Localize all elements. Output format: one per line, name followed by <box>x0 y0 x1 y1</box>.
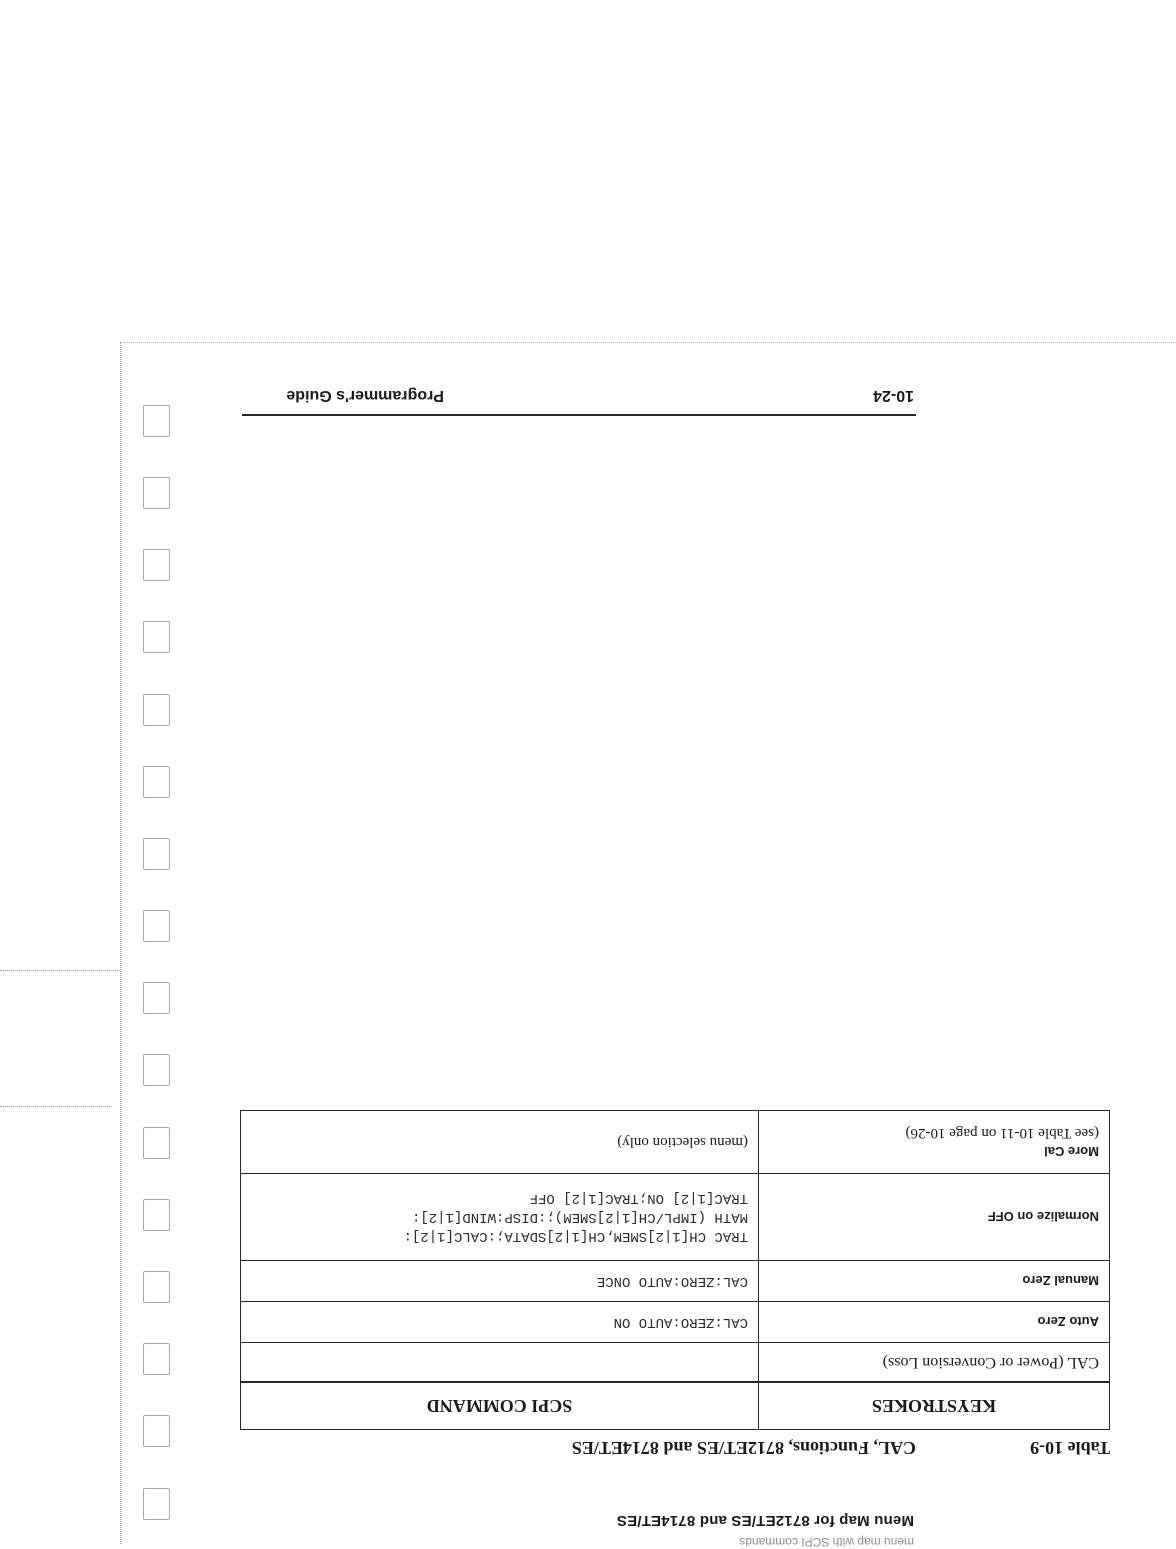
page-number: 10-24 <box>873 387 914 404</box>
footer-rule <box>242 414 916 416</box>
keystroke-cell: Normalize on OFF <box>759 1174 1110 1261</box>
table-caption: CAL, Functions, 8712ET/ES and 8714ET/ES <box>571 1438 916 1458</box>
cross-reference-note: (see Table 10-11 on page 10-26) <box>905 1125 1099 1142</box>
scpi-line: MATH (IMPL/CH[1|2]SMEM);:DISP:WIND[1|2]: <box>411 1209 748 1226</box>
table-header-row <box>241 1382 1110 1430</box>
guide-title: Programmer's Guide <box>286 387 444 404</box>
keystroke-cell <box>759 1111 1110 1174</box>
keystroke-cell: CAL (Power or Conversion Loss) <box>759 1343 1110 1383</box>
keystroke-label: More Cal <box>1044 1144 1099 1160</box>
scpi-cell: (menu selection only) <box>241 1111 759 1174</box>
table-number: Table 10-9 <box>1030 1438 1110 1458</box>
cut-off-heading: menu map with SCPI commands <box>739 1535 914 1549</box>
scpi-line: TRAC[1|2] ON;TRAC[1|2] OFF <box>529 1190 748 1207</box>
table-row <box>241 1302 1110 1343</box>
scpi-line: TRAC CH[1|2]SMEM,CH[1|2]SDATA;:CALC[1|2]: <box>403 1228 748 1245</box>
scpi-cell <box>241 1343 759 1383</box>
table-row <box>241 1174 1110 1261</box>
keystroke-scpi-table <box>240 1110 1110 1430</box>
table-row <box>241 1343 1110 1383</box>
menu-map-heading: Menu Map for 8712ET/ES and 8714ET/ES <box>616 1512 914 1529</box>
keystrokes-column-header: KEYSTROKES <box>759 1382 1110 1430</box>
table-row <box>241 1261 1110 1302</box>
scpi-cell: CAL:ZERO:AUTO ONCE <box>241 1261 759 1302</box>
scpi-column-header: SCPI COMMAND <box>241 1382 759 1430</box>
table-row <box>241 1111 1110 1174</box>
keystroke-cell: Manual Zero <box>759 1261 1110 1302</box>
scpi-cell: CAL:ZERO:AUTO ON <box>241 1302 759 1343</box>
keystroke-cell: Auto Zero <box>759 1302 1110 1343</box>
scpi-cell <box>241 1174 759 1261</box>
